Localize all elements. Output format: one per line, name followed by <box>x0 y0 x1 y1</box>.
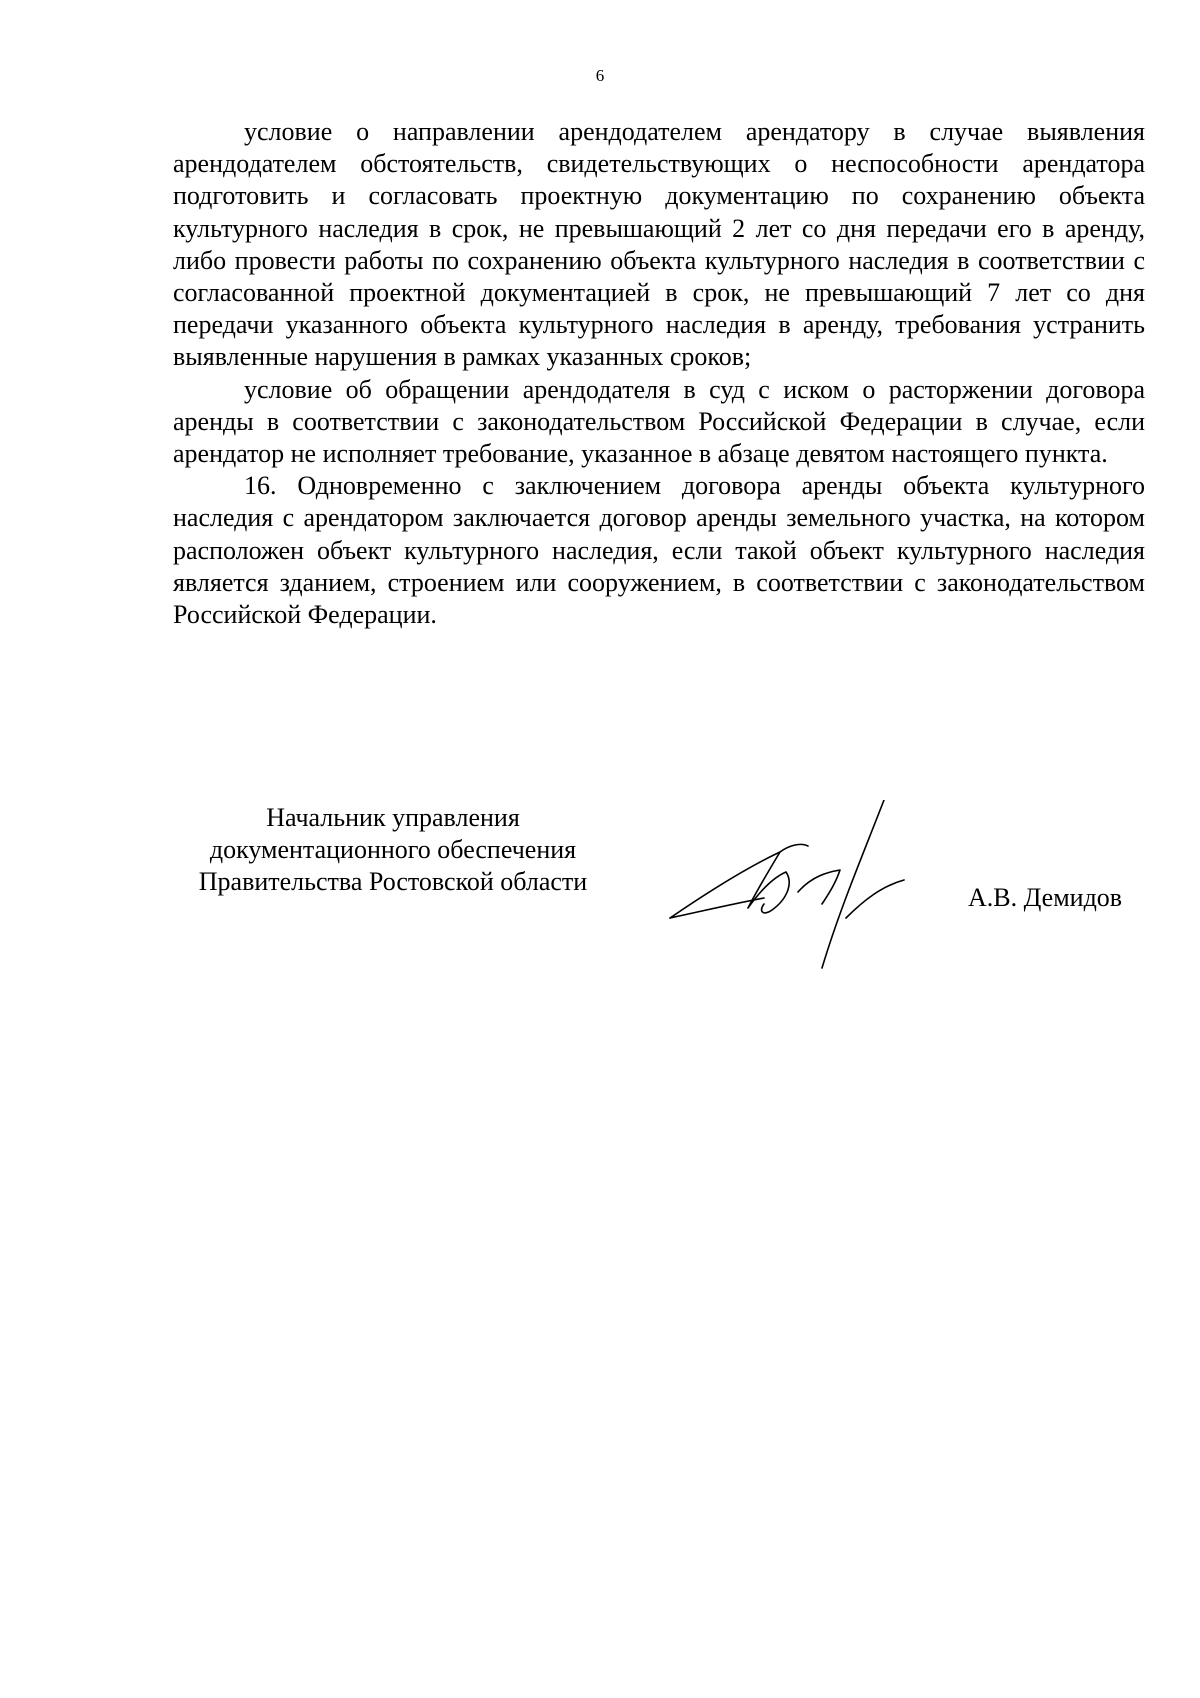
document-body <box>173 116 1145 631</box>
paragraph-court-termination-condition: условие об обращении арендодателя в суд с иском о расторжении договора аренды в соответствии с законодательством Российской Федерации в случае, если арендатор не исполняет требование, указанное в абзаце девятом настоящего пункта. <box>173 374 1145 469</box>
signatory-position <box>173 802 613 898</box>
handwritten-signature <box>668 800 938 970</box>
signatory-position-line: Начальник управления <box>266 803 520 832</box>
page-number: 6 <box>595 66 605 85</box>
signatory-position-line: Правительства Ростовской области <box>198 867 588 896</box>
paragraph-lessor-notice-condition: условие о направлении арендодателем арендатору в случае выявления арендодателем обстоятельств, свидетельствующих о неспособности арендатора подготовить и согласовать проектную документацию по сохранению объекта культурного наследия в срок, не превышающий 2 лет со дня передачи его в аренду, либо провести работы по сохранению объекта культурного наследия в соответствии с согласованной проектной документацией в срок, не превышающий 7 лет со дня передачи указанного объекта культурного наследия в аренду, требования устранить выявленные нарушения в рамках указанных сроков; <box>173 117 1145 372</box>
signatory-position-line: документационного обеспечения <box>209 835 577 864</box>
signatory-name: А.В. Демидов <box>968 883 1123 912</box>
paragraph-16-land-lease: 16. Одновременно с заключением договора аренды объекта культурного наследия с арендатором заключается договор аренды земельного участка, на котором расположен объект культурного наследия, если такой объект культурного наследия является зданием, строением или сооружением, в соответствии с законодательством Российской Федерации. <box>173 471 1145 630</box>
